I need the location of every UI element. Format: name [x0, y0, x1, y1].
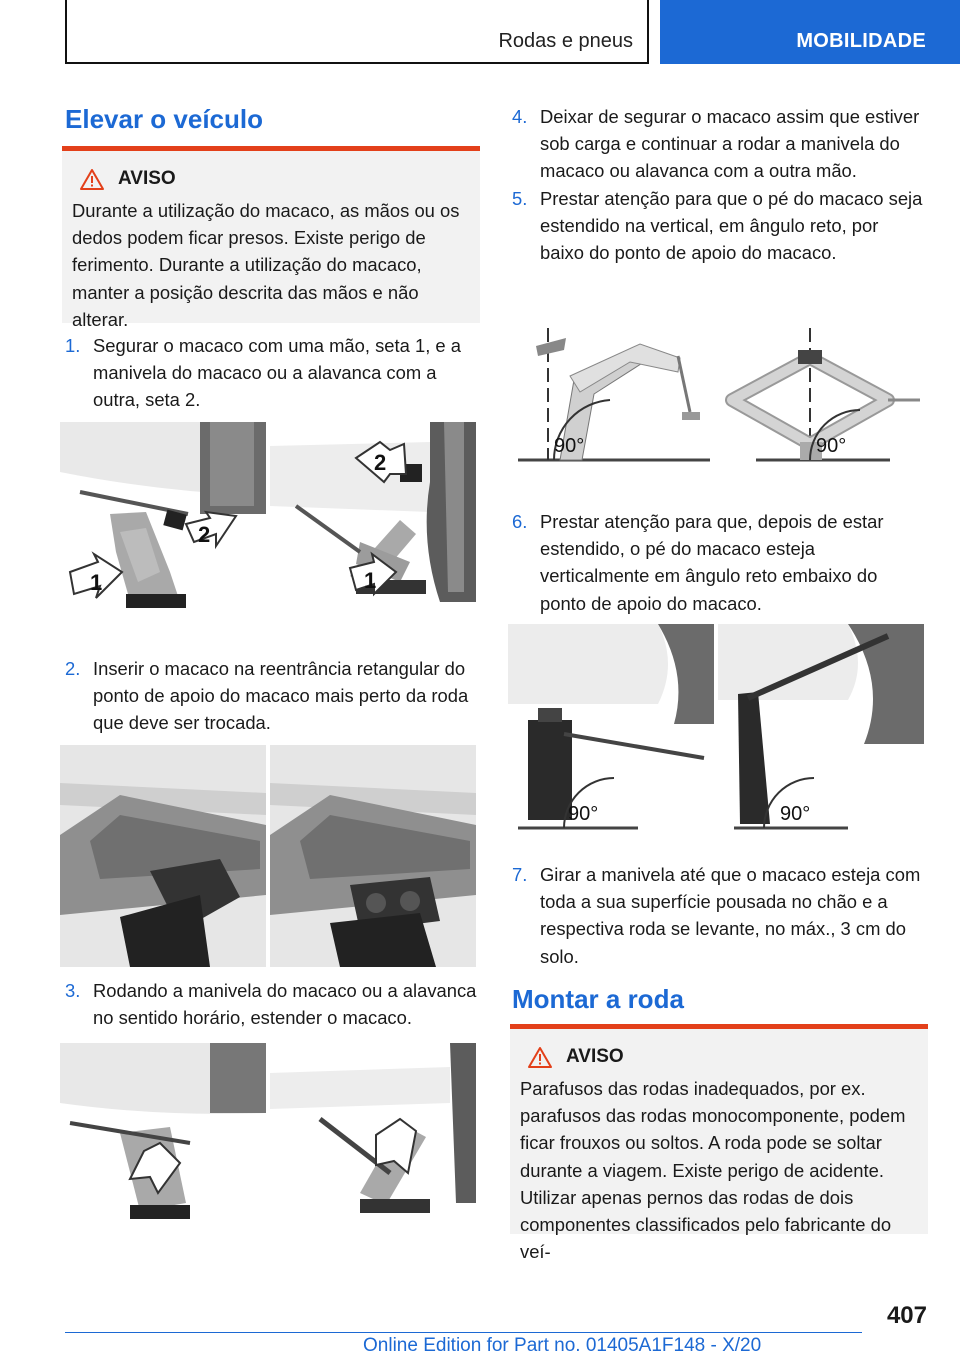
figure-jack-holding	[60, 422, 476, 620]
figure-jack-angle-diagram	[510, 320, 926, 470]
step-6	[512, 508, 926, 617]
fig-arrow-label: 1	[364, 568, 377, 593]
footer-rule	[65, 1332, 862, 1333]
warning-label: AVISO	[118, 168, 176, 189]
section-title-montar: Montar a roda	[512, 984, 684, 1014]
fig-arrow-label: 2	[374, 450, 387, 475]
step-text: Prestar atenção para que o pé do macaco seja estendido na vertical, em ângulo reto, por baixo do ponto de apoio do macaco.	[540, 188, 923, 264]
header-tab-mobilidade[interactable]	[660, 0, 960, 64]
angle-label: 90°	[554, 435, 585, 457]
warning-heading	[74, 167, 472, 191]
step-number: 5.	[512, 188, 528, 209]
figure-jack-extend	[60, 1043, 476, 1239]
step-text: Girar a manivela até que o macaco esteja com toda a sua superfície pousada no chão e a respectiva roda se levante, no máx., 3 cm do solo.	[540, 864, 921, 967]
warning-text: Parafusos das rodas inadequados, por ex. parafusos das rodas monocomponente, podem ficar frouxos ou soltos. A roda pode se soltar durante a viagem. Existe perigo de acidente. Utilizar apenas pernos das rodas de dois componentes classificados pelo fabricante do veí-	[520, 1078, 906, 1263]
step-3	[65, 977, 479, 1031]
footer-edition: Online Edition for Part no. 01405A1F148 - X/20	[363, 1335, 762, 1356]
warning-text: Durante a utilização do macaco, as mãos ou os dedos podem ficar presos. Existe perigo de ferimento. Durante a utilização do macaco, manter a posição descrita das mãos e não alterar.	[72, 200, 460, 330]
figure-jack-vertical	[508, 624, 924, 832]
figure-jack-insert	[60, 745, 476, 967]
step-2	[65, 655, 479, 737]
fig-arrow-label: 2	[198, 522, 211, 547]
warning-label: AVISO	[566, 1046, 624, 1067]
header-section-box	[65, 0, 649, 64]
warning-triangle-icon	[528, 1047, 552, 1068]
warning-triangle-icon	[80, 169, 104, 190]
warning-heading	[522, 1045, 920, 1069]
angle-label: 90°	[816, 435, 847, 457]
step-7	[512, 861, 926, 970]
step-number: 7.	[512, 864, 528, 885]
step-text: Prestar atenção para que, depois de estar estendido, o pé do macaco esteja verticalmente em ângulo reto embaixo do ponto de apoio do macaco.	[540, 511, 884, 614]
angle-label: 90°	[780, 803, 811, 825]
step-number: 1.	[65, 335, 81, 356]
angle-label: 90°	[568, 803, 599, 825]
section-title-elevar: Elevar o veículo	[65, 104, 263, 134]
step-text: Deixar de segurar o macaco assim que estiver sob carga e continuar a rodar a manivela do macaco ou alavanca com a outra mão.	[540, 106, 920, 182]
step-number: 6.	[512, 511, 528, 532]
header-section-title: Rodas e pneus	[498, 30, 633, 52]
step-text: Inserir o macaco na reentrância retangular do ponto de apoio do macaco mais perto da roda que deve ser trocada.	[93, 658, 469, 734]
page-number: 407	[886, 1302, 927, 1329]
header-tab-label: MOBILIDADE	[796, 30, 926, 52]
step-4	[512, 103, 926, 185]
step-text: Segurar o macaco com uma mão, seta 1, e a manivela do macaco ou a alavanca com a outra, seta 2.	[93, 335, 461, 411]
step-text: Rodando a manivela do macaco ou a alavanca no sentido horário, estender o macaco.	[93, 980, 477, 1029]
step-number: 4.	[512, 106, 528, 127]
step-1	[65, 332, 479, 414]
warning-box	[510, 1029, 928, 1263]
warning-box	[62, 151, 480, 330]
step-number: 2.	[65, 658, 81, 679]
fig-arrow-label: 1	[90, 570, 103, 595]
step-5	[512, 185, 926, 267]
step-number: 3.	[65, 980, 81, 1001]
